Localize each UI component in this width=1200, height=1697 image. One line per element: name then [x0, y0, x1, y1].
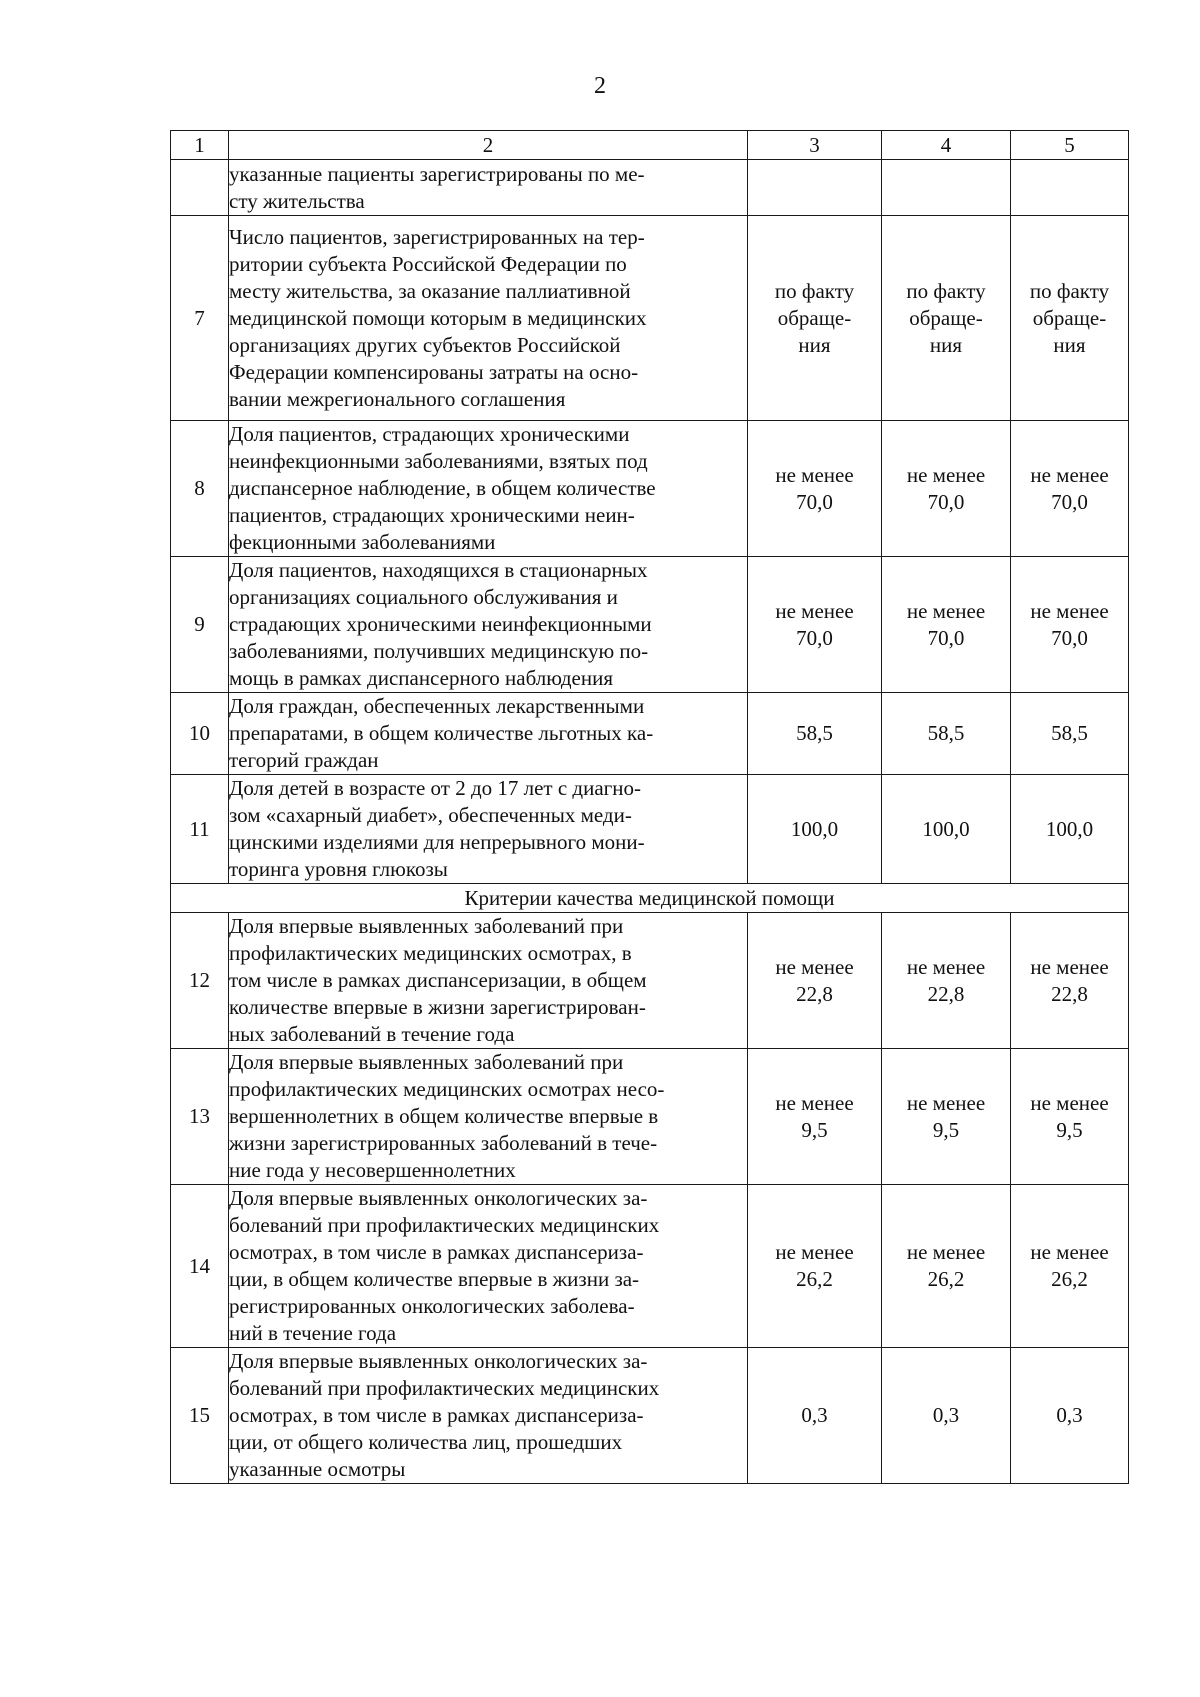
row-number: 15 [171, 1348, 229, 1484]
column-number-header: 3 [748, 131, 882, 160]
column-number-header: 2 [229, 131, 748, 160]
indicator-description: Доля детей в возрасте от 2 до 17 лет с диагно- зом «сахарный диабет», обеспеченных меди- цинскими изделиями для непрерывного мони- торинга уровня глюкозы [229, 775, 748, 884]
value-column-5: по факту обраще- ния [1011, 216, 1129, 421]
indicator-description: Доля пациентов, находящихся в стационарных организациях социального обслуживания и страдающих хроническими неинфекционными заболеваниями, получивших медицинскую по- мощь в рамках диспансерного наблюдения [229, 557, 748, 693]
column-number-header: 4 [882, 131, 1011, 160]
value-column-3: 100,0 [748, 775, 882, 884]
row-number [171, 160, 229, 216]
table-row [171, 1185, 1129, 1348]
indicator-description: Доля граждан, обеспеченных лекарственными препаратами, в общем количестве льготных ка- тегорий граждан [229, 693, 748, 775]
table-row [171, 557, 1129, 693]
value-column-4: не менее 9,5 [882, 1049, 1011, 1185]
value-column-4: не менее 70,0 [882, 421, 1011, 557]
value-column-5 [1011, 160, 1129, 216]
value-column-5: 100,0 [1011, 775, 1129, 884]
indicator-description: указанные пациенты зарегистрированы по ме- сту жительства [229, 160, 748, 216]
table-row [171, 775, 1129, 884]
section-title: Критерии качества медицинской помощи [171, 884, 1129, 913]
table-row [171, 1049, 1129, 1185]
page-number: 2 [594, 73, 606, 99]
table-row [171, 160, 1129, 216]
value-column-4: не менее 22,8 [882, 913, 1011, 1049]
value-column-5: не менее 26,2 [1011, 1185, 1129, 1348]
table-row [171, 913, 1129, 1049]
indicator-description: Доля впервые выявленных заболеваний при профилактических медицинских осмотрах, в том числе в рамках диспансеризации, в общем количестве впервые в жизни зарегистрирован- ных заболеваний в течение года [229, 913, 748, 1049]
value-column-4 [882, 160, 1011, 216]
value-column-4: 58,5 [882, 693, 1011, 775]
column-number-header: 1 [171, 131, 229, 160]
value-column-3: 58,5 [748, 693, 882, 775]
value-column-3: не менее 22,8 [748, 913, 882, 1049]
value-column-3 [748, 160, 882, 216]
section-row [171, 884, 1129, 913]
value-column-4: не менее 70,0 [882, 557, 1011, 693]
row-number: 11 [171, 775, 229, 884]
value-column-5: не менее 22,8 [1011, 913, 1129, 1049]
table-row [171, 421, 1129, 557]
value-column-5: 58,5 [1011, 693, 1129, 775]
indicator-description: Доля впервые выявленных онкологических за- болеваний при профилактических медицинских осмотрах, в том числе в рамках диспансериза- ции, в общем количестве впервые в жизни за- регистрированных онкологических заболева- ний в течение года [229, 1185, 748, 1348]
table-row [171, 693, 1129, 775]
row-number: 14 [171, 1185, 229, 1348]
row-number: 8 [171, 421, 229, 557]
table-row [171, 216, 1129, 421]
table-row [171, 1348, 1129, 1484]
column-number-row [171, 131, 1129, 160]
row-number: 9 [171, 557, 229, 693]
row-number: 13 [171, 1049, 229, 1185]
row-number: 10 [171, 693, 229, 775]
value-column-5: 0,3 [1011, 1348, 1129, 1484]
indicator-description: Доля впервые выявленных онкологических за- болеваний при профилактических медицинских осмотрах, в том числе в рамках диспансериза- ции, от общего количества лиц, прошедших указанные осмотры [229, 1348, 748, 1484]
indicator-description: Доля впервые выявленных заболеваний при профилактических медицинских осмотрах несо- вершеннолетних в общем количестве впервые в жизни зарегистрированных заболеваний в тече- ние года у несовершеннолетних [229, 1049, 748, 1185]
indicator-description: Доля пациентов, страдающих хроническими неинфекционными заболеваниями, взятых под диспансерное наблюдение, в общем количестве пациентов, страдающих хроническими неин- фекционными заболеваниями [229, 421, 748, 557]
value-column-5: не менее 70,0 [1011, 557, 1129, 693]
value-column-3: 0,3 [748, 1348, 882, 1484]
value-column-4: не менее 26,2 [882, 1185, 1011, 1348]
value-column-3: не менее 9,5 [748, 1049, 882, 1185]
criteria-table [170, 130, 1129, 1484]
value-column-3: не менее 26,2 [748, 1185, 882, 1348]
indicator-description: Число пациентов, зарегистрированных на тер- ритории субъекта Российской Федерации по месту жительства, за оказание паллиативной медицинской помощи которым в медицинских организациях других субъектов Российской Федерации компенсированы затраты на осно- вании межрегионального соглашения [229, 216, 748, 421]
value-column-5: не менее 70,0 [1011, 421, 1129, 557]
value-column-4: 0,3 [882, 1348, 1011, 1484]
row-number: 7 [171, 216, 229, 421]
value-column-5: не менее 9,5 [1011, 1049, 1129, 1185]
column-number-header: 5 [1011, 131, 1129, 160]
value-column-3: по факту обраще- ния [748, 216, 882, 421]
value-column-4: по факту обраще- ния [882, 216, 1011, 421]
value-column-3: не менее 70,0 [748, 421, 882, 557]
value-column-3: не менее 70,0 [748, 557, 882, 693]
row-number: 12 [171, 913, 229, 1049]
value-column-4: 100,0 [882, 775, 1011, 884]
